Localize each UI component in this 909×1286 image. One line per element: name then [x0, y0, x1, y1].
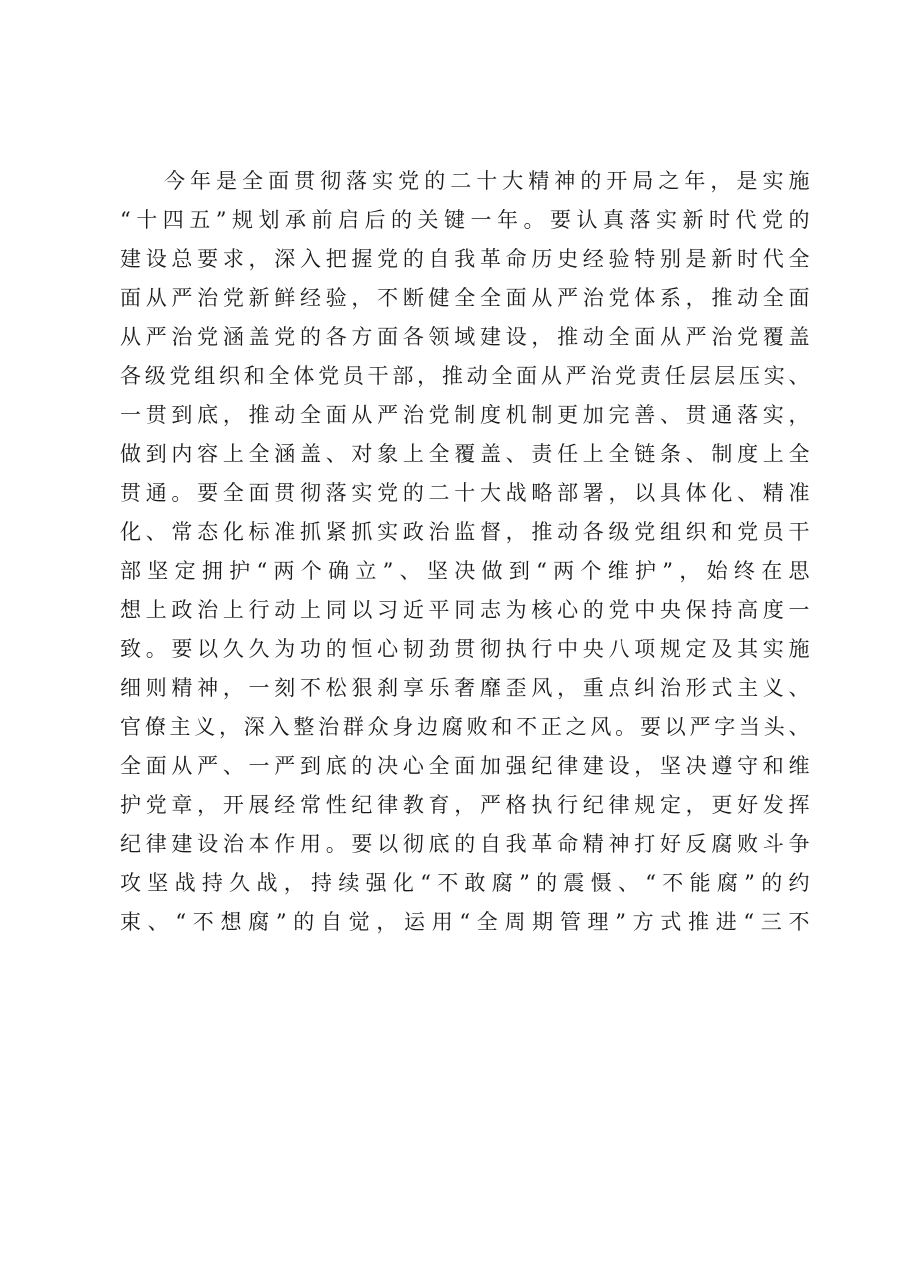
- paragraph-line: 想上政治上行动上同以习近平同志为核心的党中央保持高度一: [120, 598, 810, 622]
- paragraph-line: 化、常态化标准抓紧抓实政治监督，推动各级党组织和党员干: [120, 520, 810, 544]
- paragraph-line: 贯通。要全面贯彻落实党的二十大战略部署，以具体化、精准: [120, 481, 810, 505]
- paragraph-line: 各级党组织和全体党员干部，推动全面从严治党责任层层压实、: [120, 364, 810, 388]
- paragraph-line: 攻坚战持久战，持续强化“不敢腐”的震慑、“不能腐”的约: [120, 871, 810, 895]
- body-paragraph: [120, 162, 810, 942]
- paragraph-line: 面从严治党新鲜经验，不断健全全面从严治党体系，推动全面: [120, 286, 810, 310]
- paragraph-line: 建设总要求，深入把握党的自我革命历史经验特别是新时代全: [120, 247, 810, 271]
- paragraph-line: 一贯到底，推动全面从严治党制度机制更加完善、贯通落实，: [120, 403, 810, 427]
- paragraph-line: 全面从严、一严到底的决心全面加强纪律建设，坚决遵守和维: [120, 754, 810, 778]
- paragraph-line: 致。要以久久为功的恒心韧劲贯彻执行中央八项规定及其实施: [120, 637, 810, 661]
- paragraph-line: 纪律建设治本作用。要以彻底的自我革命精神打好反腐败斗争: [120, 832, 810, 856]
- paragraph-line: 部坚定拥护“两个确立”、坚决做到“两个维护”，始终在思: [120, 559, 810, 583]
- paragraph-line: 护党章，开展经常性纪律教育，严格执行纪律规定，更好发挥: [120, 793, 810, 817]
- paragraph-line: 今年是全面贯彻落实党的二十大精神的开局之年，是实施: [164, 169, 810, 193]
- paragraph-line: 官僚主义，深入整治群众身边腐败和不正之风。要以严字当头、: [120, 715, 810, 739]
- paragraph-line: 束、“不想腐”的自觉，运用“全周期管理”方式推进“三不: [120, 910, 810, 934]
- paragraph-line: “十四五”规划承前启后的关键一年。要认真落实新时代党的: [120, 208, 810, 232]
- paragraph-line: 从严治党涵盖党的各方面各领域建设，推动全面从严治党覆盖: [120, 325, 810, 349]
- paragraph-line: 做到内容上全涵盖、对象上全覆盖、责任上全链条、制度上全: [120, 442, 810, 466]
- paragraph-line: 细则精神，一刻不松狠刹享乐奢靡歪风，重点纠治形式主义、: [120, 676, 810, 700]
